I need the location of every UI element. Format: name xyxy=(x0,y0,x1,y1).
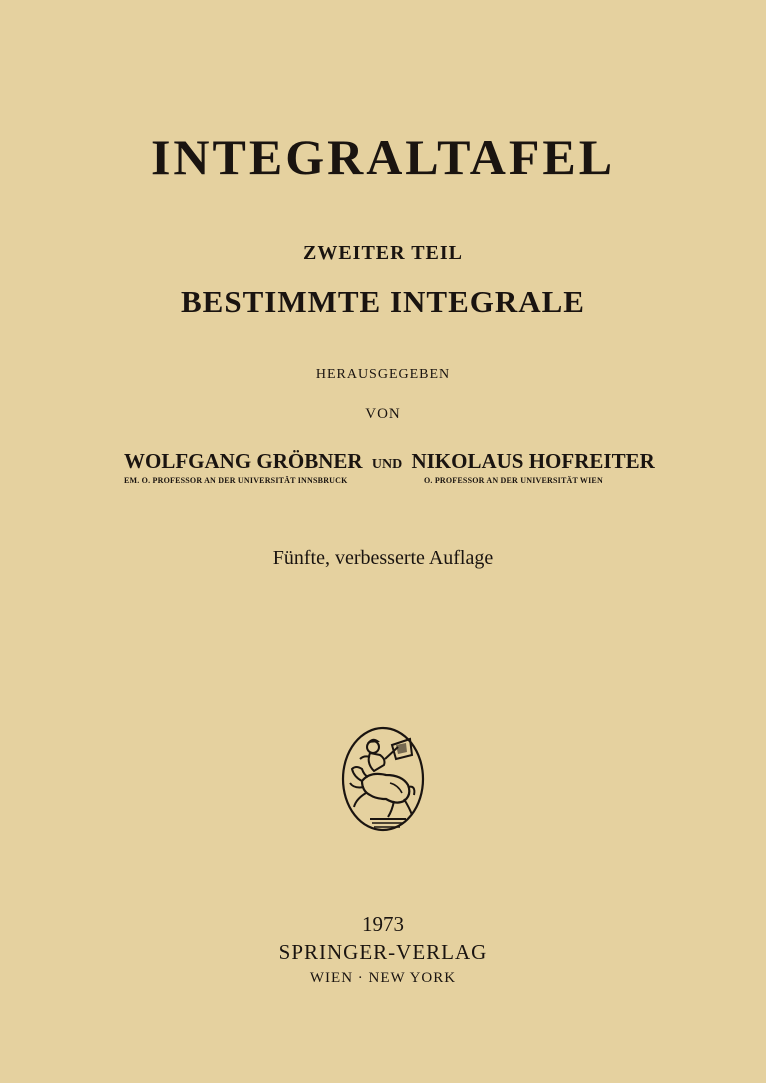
book-subtitle: BESTIMMTE INTEGRALE xyxy=(180,284,585,319)
author-1-name: WOLFGANG GRÖBNER xyxy=(124,449,363,473)
authors-line xyxy=(124,449,655,474)
publication-year: 1973 xyxy=(362,912,404,936)
publisher-name: SPRINGER-VERLAG xyxy=(278,940,488,964)
edition-label: Fünfte, verbesserte Auflage xyxy=(272,547,494,569)
book-part: ZWEITER TEIL xyxy=(302,242,464,264)
edited-by-label: HERAUSGEGEBEN xyxy=(315,367,451,382)
author-1-affiliation: EM. O. PROFESSOR AN DER UNIVERSITÄT INNSBRUCK xyxy=(124,476,348,485)
author-2-name: NIKOLAUS HOFREITER xyxy=(411,449,655,473)
author-2-affiliation: O. PROFESSOR AN DER UNIVERSITÄT WIEN xyxy=(424,476,603,485)
springer-knight-emblem-icon xyxy=(340,725,426,833)
authors-connector: UND xyxy=(371,457,403,472)
by-label: VON xyxy=(365,406,401,422)
book-title: INTEGRALTAFEL xyxy=(150,129,616,185)
publisher-place: WIEN · NEW YORK xyxy=(309,970,457,986)
